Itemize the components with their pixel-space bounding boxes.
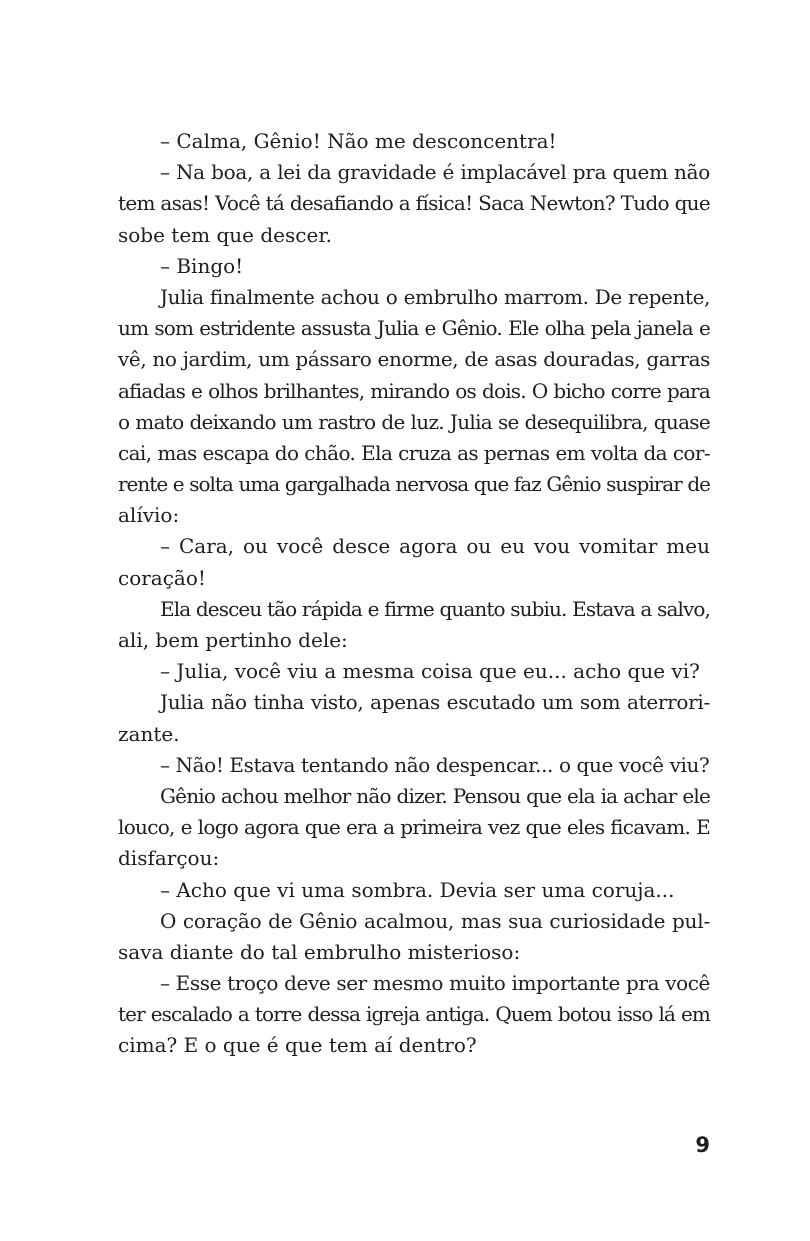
- text-line: – Julia, você viu a mesma coisa que eu... acho que vi?: [160, 659, 700, 684]
- text-line: sobe tem que descer.: [118, 222, 333, 247]
- text-line: ter escalado a torre dessa igreja antiga. Quem botou isso lá em: [118, 1002, 710, 1027]
- text-line: alívio:: [118, 503, 180, 528]
- page-number: 9: [695, 1133, 710, 1157]
- text-line: – Na boa, a lei da gravidade é implacável pra quem não: [160, 160, 710, 185]
- text-line: – Acho que vi uma sombra. Devia ser uma coruja...: [160, 877, 675, 902]
- text-line: coração!: [118, 565, 206, 590]
- text-line: cima? E o que é que tem aí dentro?: [118, 1033, 477, 1058]
- text-line: Gênio achou melhor não dizer. Pensou que ela ia achar ele: [160, 783, 710, 808]
- text-line: louco, e logo agora que era a primeira vez que eles ficavam. E: [118, 815, 710, 840]
- text-line: – Bingo!: [160, 253, 244, 278]
- text-line: disfarçou:: [118, 846, 220, 871]
- text-line: vê, no jardim, um pássaro enorme, de asas douradas, garras: [118, 347, 710, 372]
- text-line: Julia não tinha visto, apenas escutado um som aterrori-: [160, 690, 710, 715]
- text-line: o mato deixando um rastro de luz. Julia se desequilibra, quase: [118, 409, 710, 434]
- text-line: um som estridente assusta Julia e Gênio. Ele olha pela janela e: [118, 316, 710, 341]
- text-line: tem asas! Você tá desafiando a física! Saca Newton? Tudo que: [118, 191, 710, 216]
- text-line: rente e solta uma gargalhada nervosa que faz Gênio suspirar de: [118, 472, 710, 497]
- text-line: Julia finalmente achou o embrulho marrom. De repente,: [160, 284, 710, 309]
- text-line: sava diante do tal embrulho misterioso:: [118, 939, 521, 964]
- text-line: ali, bem pertinho dele:: [118, 628, 348, 652]
- text-line: – Não! Estava tentando não despencar... o que você viu?: [160, 752, 710, 777]
- text-line: afiadas e olhos brilhantes, mirando os dois. O bicho corre para: [118, 378, 710, 403]
- text-line: – Cara, ou você desce agora ou eu vou vomitar meu: [160, 534, 710, 559]
- body-text: [118, 126, 710, 1062]
- text-line: cai, mas escapa do chão. Ela cruza as pernas em volta da cor-: [118, 440, 710, 465]
- text-line: – Calma, Gênio! Não me desconcentra!: [160, 129, 557, 153]
- text-line: zante.: [118, 721, 180, 746]
- text-line: O coração de Gênio acalmou, mas sua curiosidade pul-: [160, 908, 710, 933]
- text-line: – Esse troço deve ser mesmo muito importante pra você: [160, 971, 710, 996]
- text-line: Ela desceu tão rápida e firme quanto subiu. Estava a salvo,: [160, 596, 710, 621]
